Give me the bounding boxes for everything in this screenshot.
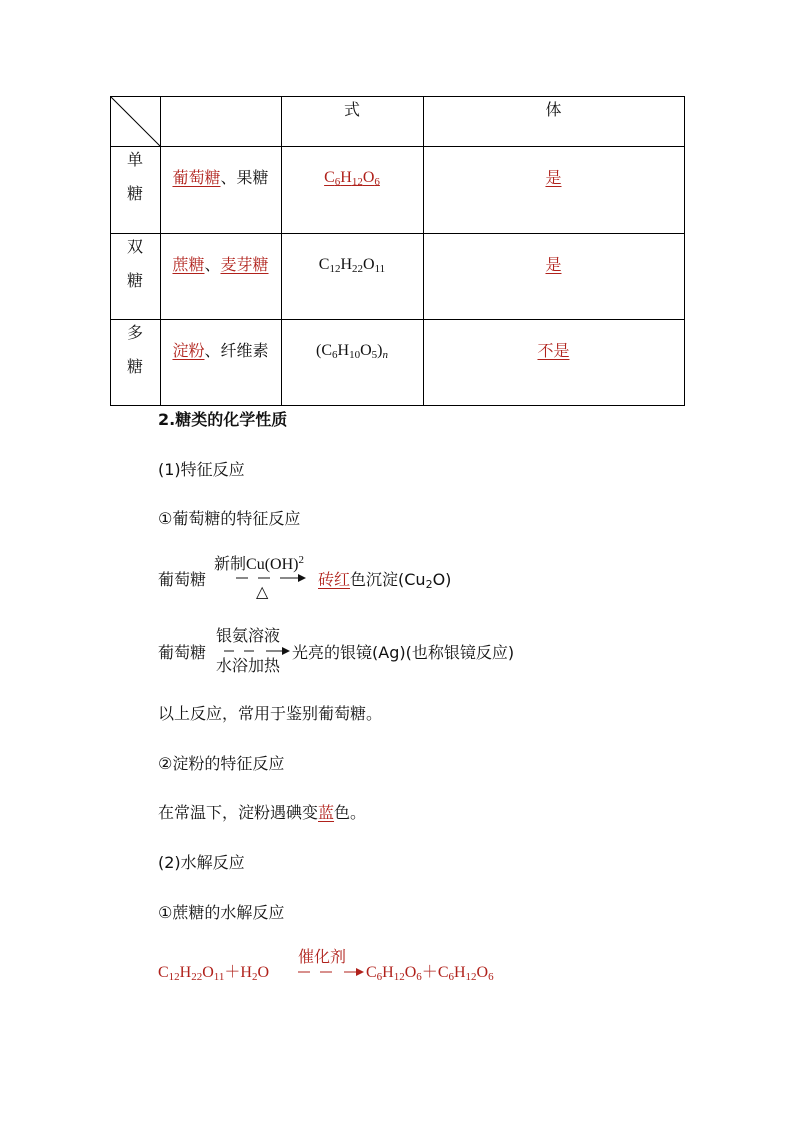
header-formula: 式	[343, 100, 360, 119]
section-title-chemical-properties: 2.糖类的化学性质	[158, 410, 288, 429]
row-answer: 不是	[537, 341, 570, 360]
example-plain: 纤维素	[220, 341, 269, 360]
row-formula: $C_6H_{12}O_6$	[324, 169, 380, 188]
subsection-characteristic-reactions: (1)特征反应	[158, 460, 245, 479]
example-highlight: 淀粉	[172, 341, 205, 360]
reaction3-catalyst-label: 催化剂	[298, 947, 347, 966]
header-state: 体	[545, 100, 562, 119]
glucose-identification-note: 以上反应，常用于鉴别葡萄糖。	[158, 704, 383, 723]
row-category-top: 双	[126, 237, 143, 256]
reaction1-product: 砖红色沉淀$(Cu_2O)$	[318, 570, 452, 591]
table-border-right	[684, 96, 685, 406]
example-highlight: 蔗糖	[172, 255, 205, 274]
example-highlight: 葡萄糖	[172, 168, 221, 187]
row-category-top: 单	[126, 150, 143, 169]
reaction2-condition-above: 银氨溶液	[216, 626, 281, 645]
sugar-classification-table	[110, 96, 685, 406]
table-row-divider	[110, 319, 685, 320]
sucrose-hydrolysis-heading: ①蔗糖的水解反应	[158, 903, 285, 922]
row-category-top: 多	[126, 323, 143, 342]
sucrose-hydrolysis-products: $C_6H_{12}O_6+C_6H_{12}O_6$	[366, 964, 494, 983]
row-answer: 是	[545, 168, 562, 187]
sucrose-hydrolysis-reactants: $C_{12}H_{22}O_{11}+H_2O$	[158, 964, 270, 983]
glucose-reaction-heading: ①葡萄糖的特征反应	[158, 509, 301, 528]
starch-iodine-line: 在常温下，淀粉遇碘变蓝色。	[158, 803, 367, 822]
row-formula: $C_{12}H_{22}O_{11}$	[318, 256, 386, 275]
blue-answer: 蓝	[318, 803, 335, 822]
reaction3-arrow	[294, 966, 366, 978]
starch-reaction-heading: ②淀粉的特征反应	[158, 754, 285, 773]
header-diagonal-line	[110, 96, 161, 147]
reaction2-condition-below: 水浴加热	[216, 656, 281, 675]
example-highlight: 麦芽糖	[220, 255, 269, 274]
reaction1-condition-above: 新制Cu(OH)$^2$	[214, 554, 304, 573]
row-examples: 蔗糖、麦芽糖	[172, 255, 269, 274]
row-answer: 是	[545, 255, 562, 274]
row-formula: $(C_6H_{10}O_5)_n$	[316, 342, 388, 361]
reaction1-arrow	[236, 572, 316, 584]
table-row-divider	[110, 146, 685, 147]
table-border-top	[110, 96, 685, 97]
example-plain: 果糖	[236, 168, 269, 187]
subsection-hydrolysis: (2)水解反应	[158, 853, 245, 872]
table-border-bottom	[110, 405, 685, 406]
row-examples: 淀粉、纤维素	[172, 341, 269, 360]
reaction2-product: 光亮的银镜(Ag)(也称银镜反应)	[292, 643, 515, 662]
table-row-divider	[110, 233, 685, 234]
reaction1-heat-symbol: △	[256, 582, 269, 601]
row-examples: 葡萄糖、果糖	[172, 168, 269, 187]
glucose-reactant-1: 葡萄糖	[158, 570, 207, 589]
glucose-reactant-2: 葡萄糖	[158, 643, 207, 662]
row-category-bottom: 糖	[126, 357, 143, 376]
row-category-bottom: 糖	[126, 271, 143, 290]
row-category-bottom: 糖	[126, 184, 143, 203]
